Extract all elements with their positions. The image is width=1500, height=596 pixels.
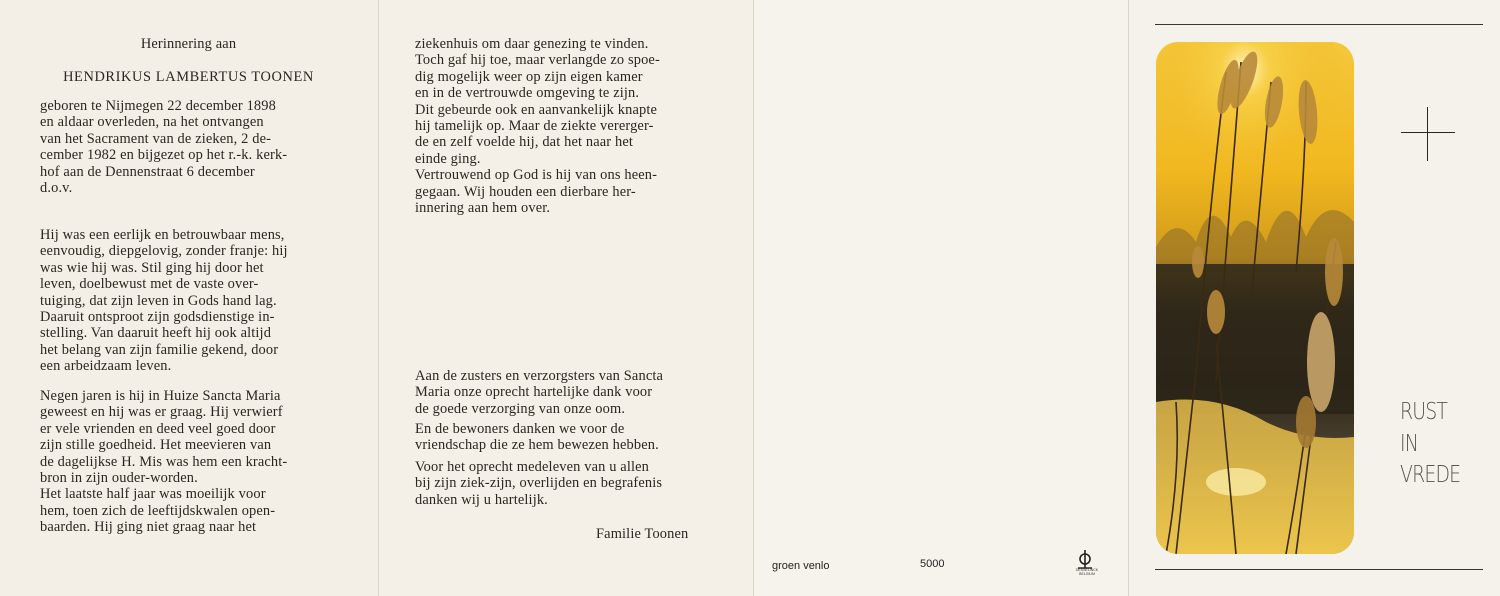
top-rule (1155, 24, 1483, 25)
character-paragraph: Hij was een eerlijk en betrouwbaar mens, eenvoudig, diepgelovig, zonder franje: hij was wie hij was. Stil ging hij door het leven, doelbewust met de vaste over- tuiging, dat zijn leven in Gods hand lag. Daaruit ontsproot zijn godsdienstige in- stelling. Van daaruit heeft hij ook altijd het belang van zijn familie gekend, door een arbeidzaam leven. (40, 227, 288, 375)
thanks-residents: En de bewoners danken we voor de vriendschap die ze hem bewezen hebben. (415, 421, 659, 454)
rest-in-peace-text (1400, 397, 1495, 492)
vrede-word: VREDE (1400, 462, 1461, 488)
print-code: 5000 (920, 558, 945, 570)
cross-icon-bar (1401, 132, 1455, 133)
hospital-paragraph: ziekenhuis om daar genezing te vinden. Toch gaf hij toe, maar verlangde zo spoe- dig mogelijk weer op zijn eigen kamer en in de vertrouwde omgeving te zijn. Dit gebeurde ook en aanvankelijk knapte hij tamelijk op. Maar de ziekte vererger- de en zelf voelde hij, dat het naar het einde ging. Vertrouwend op God is hij van ons heen- gegaan. Wij houden een dierbare her- innering aan hem over. (415, 36, 660, 217)
memorial-header: Herinnering aan (140, 36, 237, 52)
reeds-sunset-photo (1156, 42, 1354, 554)
thanks-all: Voor het oprecht medeleven van u allen bij zijn ziek-zijn, overlijden en begrafenis danken wij u hartelijk. (415, 459, 663, 508)
printer-logo-icon (1072, 548, 1102, 578)
panel-middle-right (753, 0, 1128, 596)
fold-line (1128, 0, 1129, 596)
sancta-maria-paragraph: Negen jaren is hij in Huize Sancta Maria geweest en hij was er graag. Hij verwierf er vele vrienden en deed veel goed door zijn stille goedheid. Het meevieren van de dagelijkse H. Mis was hem een kracht- bron in zijn ouder-worden. Het laatste half jaar was moeilijk voor hem, toen zich de leeftijdskwalen open- baarden. Hij ging niet graag naar het (40, 388, 288, 536)
birth-death-paragraph: geboren te Nijmegen 22 december 1898 en aldaar overleden, na het ontvangen van het Sacrament van de zieken, 2 de- cember 1982 en bijgezet op het r.-k. kerk- hof aan de Dennenstraat 6 december d.o.v. (40, 98, 288, 197)
rust-word: RUST (1400, 399, 1448, 425)
in-word: IN (1400, 430, 1419, 457)
family-signature: Familie Toonen (596, 526, 689, 542)
printer-name: groen venlo (772, 560, 830, 572)
cross-icon (1427, 107, 1428, 161)
printer-logo-text: DESSELINCK BELGIUM (1075, 568, 1099, 576)
fold-line (378, 0, 379, 596)
fold-line (753, 0, 754, 596)
thanks-sisters: Aan de zusters en verzorgsters van Sancta Maria onze oprecht hartelijke dank voor de goede verzorging van onze oom. (415, 368, 664, 417)
deceased-name: HENDRIKUS LAMBERTUS TOONEN (63, 69, 314, 85)
bottom-rule (1155, 569, 1483, 570)
